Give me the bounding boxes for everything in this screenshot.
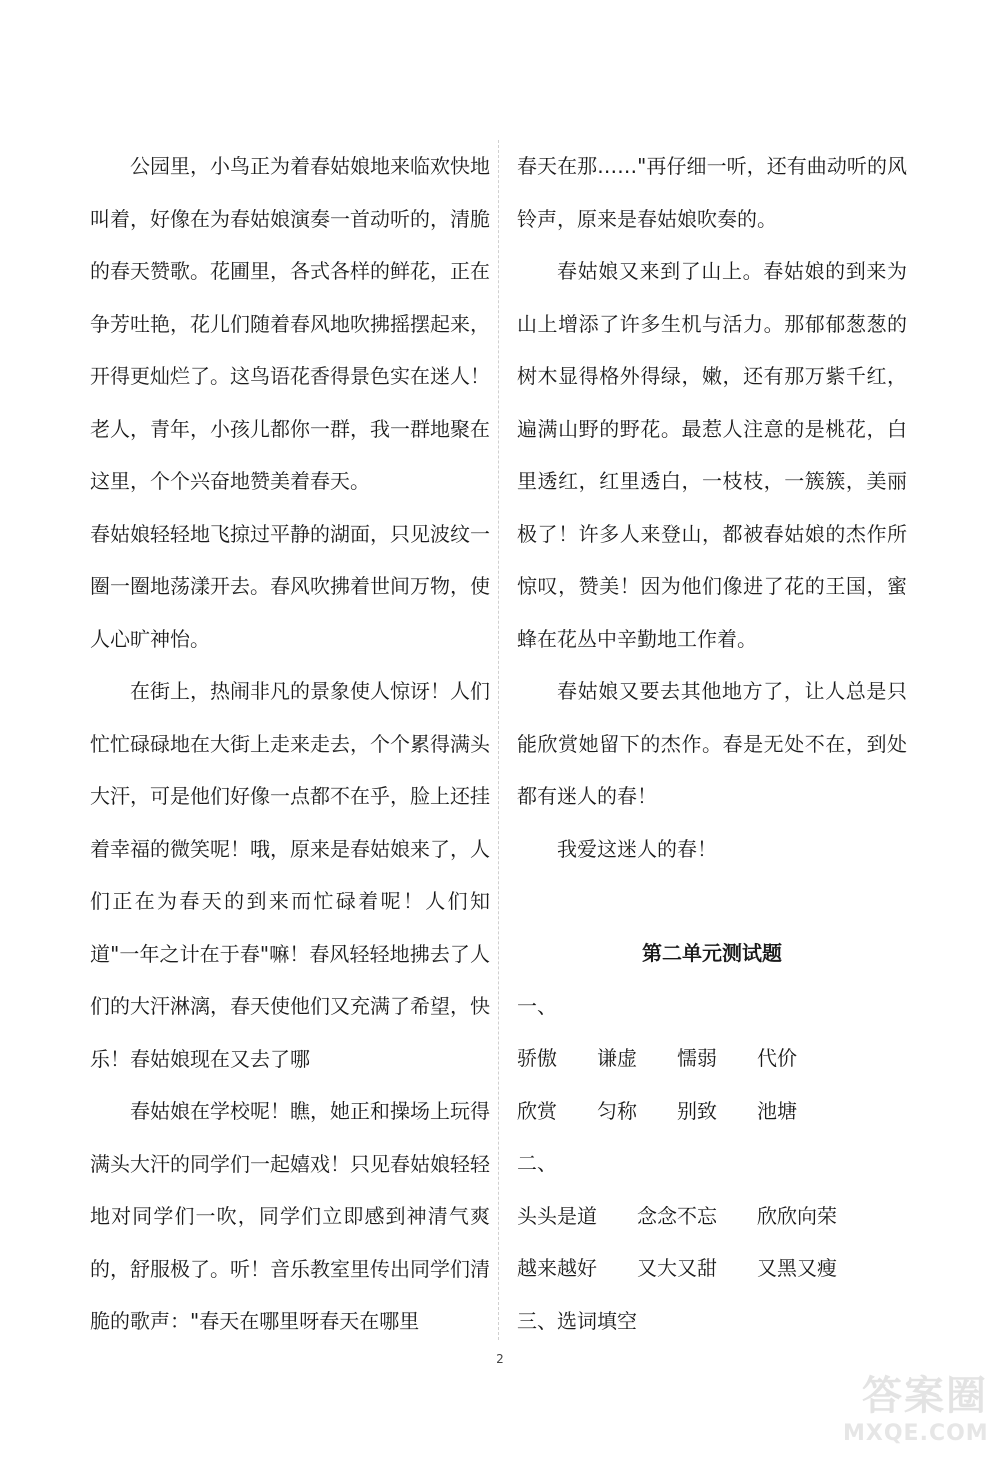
paragraph: 在街上，热闹非凡的景象使人惊讶！人们忙忙碌碌地在大街上走来走去，个个累得满头大汗，可是他们好像一点都不在乎，脸上还挂着幸福的微笑呢！哦，原来是春姑娘来了，人们正在为春天的到来而忙碌着呢！人们知道"一年之计在于春"嘛！春风轻轻地拂去了人们的大汗淋漓，春天使他们又充满了希望，快乐！春姑娘现在又去了哪 bbox=[90, 679, 490, 1071]
part-label: 三、选词填空 bbox=[517, 1308, 637, 1333]
word-row bbox=[517, 1032, 907, 1085]
watermark-logo-text: 答案圈 bbox=[862, 1373, 988, 1419]
word: 欣赏 bbox=[517, 1098, 557, 1123]
paragraph: 春天在那……"再仔细一听，还有曲动听的风铃声，原来是春姑娘吹奏的。 bbox=[517, 154, 907, 231]
word: 匀称 bbox=[597, 1098, 637, 1123]
word: 别致 bbox=[677, 1098, 717, 1123]
watermark-logo bbox=[843, 1364, 988, 1454]
paragraph: 公园里，小鸟正为着春姑娘地来临欢快地叫着，好像在为春姑娘演奏一首动听的，清脆的春天赞歌。花圃里，各式各样的鲜花，正在争芳吐艳，花儿们随着春风地吹拂摇摆起来，开得更灿烂了。这鸟语花香得景色实在迷人！老人，青年，小孩儿都你一群，我一群地聚在这里，个个兴奋地赞美着春天。 bbox=[90, 154, 490, 493]
word-row bbox=[517, 1242, 907, 1295]
paragraph: 春姑娘在学校呢！瞧，她正和操场上玩得满头大汗的同学们一起嬉戏！只见春姑娘轻轻地对同学们一吹，同学们立即感到神清气爽的，舒服极了。听！音乐教室里传出同学们清脆的歌声："春天在哪里呀春天在哪里 bbox=[90, 1099, 490, 1333]
paragraph: 我爱这迷人的春！ bbox=[557, 836, 717, 861]
word: 谦虚 bbox=[597, 1046, 637, 1070]
word: 念念不忘 bbox=[637, 1203, 717, 1228]
column-divider bbox=[498, 140, 499, 1340]
page-number: 2 bbox=[496, 1352, 504, 1366]
word: 又黑又瘦 bbox=[757, 1256, 837, 1280]
word: 欣欣向荣 bbox=[757, 1203, 837, 1228]
section-title: 第二单元测试题 bbox=[642, 941, 782, 965]
left-column bbox=[90, 140, 490, 1348]
watermark-site-text: MXQE.COM bbox=[843, 1421, 989, 1446]
word-row bbox=[517, 1085, 907, 1138]
word: 池塘 bbox=[757, 1098, 797, 1123]
word: 又大又甜 bbox=[637, 1256, 717, 1280]
word: 越来越好 bbox=[517, 1256, 597, 1280]
part-label: 一、 bbox=[517, 993, 557, 1018]
word-row bbox=[517, 1190, 907, 1243]
word: 头头是道 bbox=[517, 1203, 597, 1228]
word: 骄傲 bbox=[517, 1046, 557, 1070]
right-column bbox=[517, 140, 907, 1347]
part-label: 二、 bbox=[517, 1151, 557, 1175]
paragraph: 春姑娘又要去其他地方了，让人总是只能欣赏她留下的杰作。春是无处不在，到处都有迷人的春！ bbox=[517, 679, 907, 808]
paragraph: 春姑娘轻轻地飞掠过平静的湖面，只见波纹一圈一圈地荡漾开去。春风吹拂着世间万物，使人心旷神怡。 bbox=[90, 521, 490, 651]
word: 代价 bbox=[757, 1046, 797, 1070]
paragraph: 春姑娘又来到了山上。春姑娘的到来为山上增添了许多生机与活力。那郁郁葱葱的树木显得格外得绿，嫩，还有那万紫千红，遍满山野的野花。最惹人注意的是桃花，白里透红，红里透白，一枝枝，一簇簇，美丽极了！许多人来登山，都被春姑娘的杰作所惊叹，赞美！因为他们像进了花的王国，蜜蜂在花丛中辛勤地工作着。 bbox=[517, 259, 907, 651]
word: 懦弱 bbox=[677, 1046, 717, 1070]
